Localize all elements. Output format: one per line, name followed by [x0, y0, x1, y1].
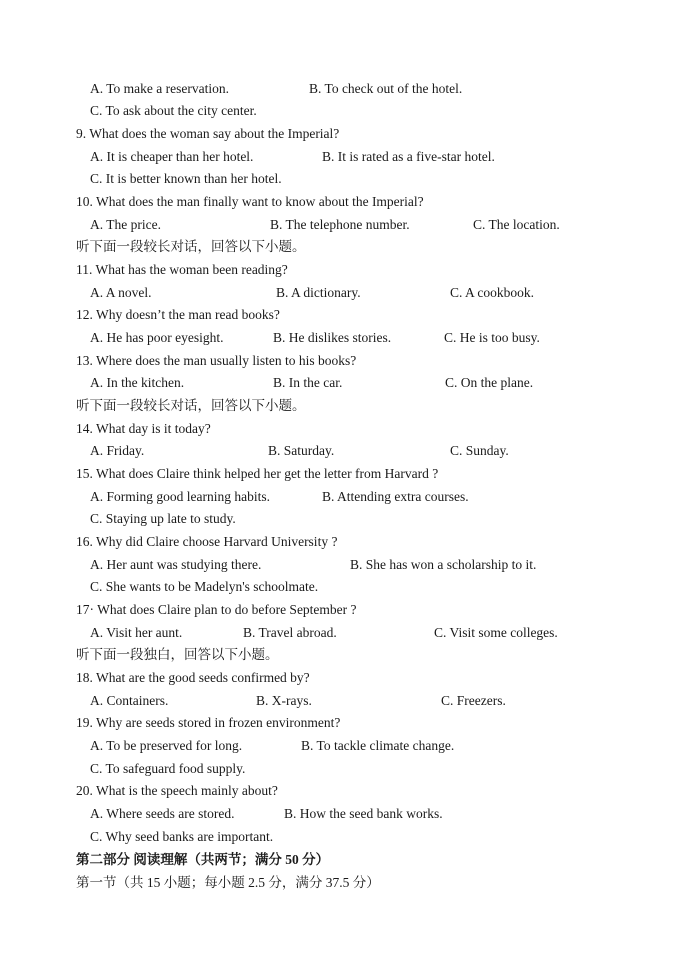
answer-option: B. In the car.: [273, 375, 343, 390]
section-instruction: 听下面一段较长对话，回答以下小题。: [76, 239, 306, 254]
answer-option: B. A dictionary.: [276, 285, 361, 300]
answer-option: C. It is better known than her hotel.: [90, 171, 282, 186]
answer-option: A. Containers.: [90, 693, 169, 708]
answer-option: A. To make a reservation.: [90, 81, 230, 96]
question-text: 16. Why did Claire choose Harvard University ?: [76, 534, 338, 549]
answer-option: B. The telephone number.: [270, 217, 410, 232]
question-text: 19. Why are seeds stored in frozen environment?: [76, 715, 341, 730]
answer-option: B. How the seed bank works.: [284, 806, 443, 821]
answer-option: C. A cookbook.: [450, 285, 535, 300]
question-text: 20. What is the speech mainly about?: [76, 783, 278, 798]
answer-option: C. Sunday.: [450, 443, 509, 458]
question-text: 11. What has the woman been reading?: [76, 262, 288, 277]
question-text: 15. What does Claire think helped her get the letter from Harvard ?: [76, 466, 439, 481]
section-instruction: 听下面一段独白，回答以下小题。: [76, 647, 279, 662]
answer-option: A. A novel.: [90, 285, 152, 300]
question-text: 13. Where does the man usually listen to his books?: [76, 353, 357, 368]
answer-option: C. Staying up late to study.: [90, 511, 236, 526]
answer-option: C. She wants to be Madelyn's schoolmate.: [90, 579, 319, 594]
answer-option: B. To check out of the hotel.: [309, 81, 463, 96]
answer-option: A. Visit her aunt.: [90, 625, 183, 640]
question-text: 14. What day is it today?: [76, 421, 211, 436]
answer-option: C. Freezers.: [441, 693, 506, 708]
answer-option: A. To be preserved for long.: [90, 738, 243, 753]
answer-option: C. Why seed banks are important.: [90, 829, 274, 844]
question-text: 17· What does Claire plan to do before September ?: [76, 602, 357, 617]
answer-option: C. On the plane.: [445, 375, 534, 390]
answer-option: C. He is too busy.: [444, 330, 540, 345]
question-text: 9. What does the woman say about the Imperial?: [76, 126, 340, 141]
answer-option: A. The price.: [90, 217, 161, 232]
answer-option: B. She has won a scholarship to it.: [350, 557, 537, 572]
answer-option: A. Where seeds are stored.: [90, 806, 235, 821]
answer-option: A. It is cheaper than her hotel.: [90, 149, 254, 164]
answer-option: B. Travel abroad.: [243, 625, 337, 640]
answer-option: C. The location.: [473, 217, 560, 232]
answer-option: B. To tackle climate change.: [301, 738, 455, 753]
answer-option: B. Saturday.: [268, 443, 335, 458]
answer-option: B. X-rays.: [256, 693, 312, 708]
answer-option: A. He has poor eyesight.: [90, 330, 224, 345]
question-text: 18. What are the good seeds confirmed by?: [76, 670, 310, 685]
answer-option: C. To safeguard food supply.: [90, 761, 246, 776]
answer-option: A. Forming good learning habits.: [90, 489, 270, 504]
question-text: 12. Why doesn’t the man read books?: [76, 307, 280, 322]
answer-option: A. Friday.: [90, 443, 145, 458]
answer-option: B. He dislikes stories.: [273, 330, 392, 345]
section-title: 第二部分 阅读理解（共两节；满分 50 分）: [76, 852, 330, 867]
answer-option: B. It is rated as a five-star hotel.: [322, 149, 495, 164]
answer-option: B. Attending extra courses.: [322, 489, 469, 504]
answer-option: A. Her aunt was studying there.: [90, 557, 262, 572]
section-instruction: 第一节（共 15 小题；每小题 2.5 分，满分 37.5 分）: [76, 875, 380, 890]
question-text: 10. What does the man finally want to know about the Imperial?: [76, 194, 424, 209]
section-instruction: 听下面一段较长对话，回答以下小题。: [76, 398, 306, 413]
answer-option: C. To ask about the city center.: [90, 103, 257, 118]
answer-option: A. In the kitchen.: [90, 375, 185, 390]
answer-option: C. Visit some colleges.: [434, 625, 558, 640]
